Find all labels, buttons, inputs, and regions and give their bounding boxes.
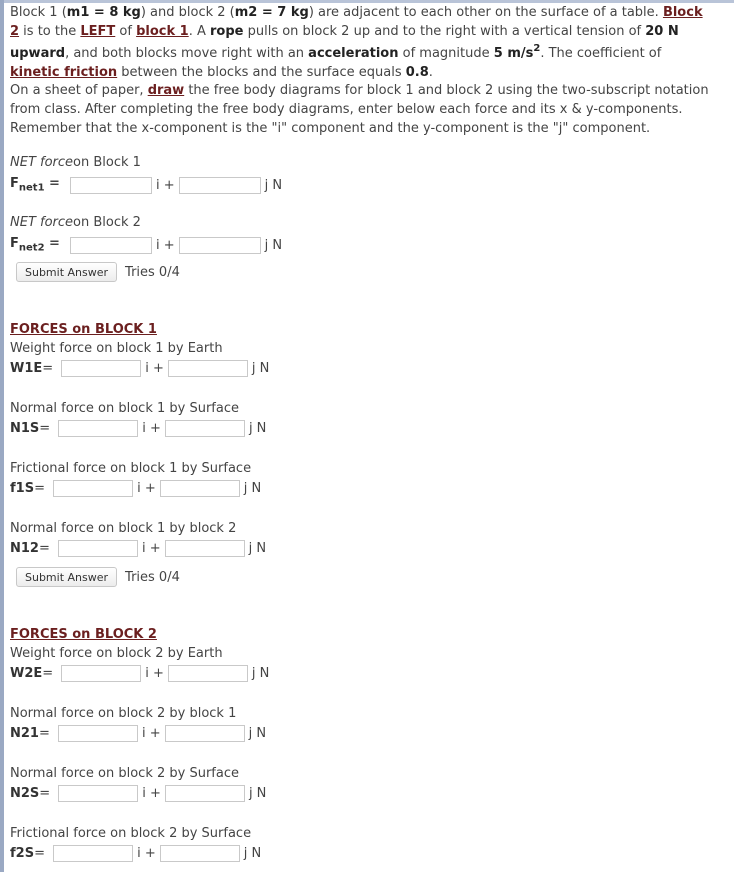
w2e-group: [10, 643, 269, 683]
w1e-group: [10, 338, 269, 378]
problem-line: 2 is to the LEFT of block 1. A rope pulls on block 2 up and to the right with a vertical tension of 20 N: [10, 23, 679, 39]
f1s-x-input[interactable]: [53, 480, 133, 497]
block2-forces-section: [10, 625, 157, 643]
net-force-block1-label: NET force on Block 1: [10, 154, 141, 170]
block1-forces-section: [10, 320, 157, 338]
w2e-description: Weight force on block 2 by Earth: [10, 645, 223, 661]
n21-y-input[interactable]: [165, 725, 245, 742]
j-unit-label: j N: [248, 725, 267, 741]
n1s-label: N1S: [10, 420, 40, 436]
j-unit-label: j N: [243, 480, 262, 496]
f2s-group: [10, 823, 261, 863]
n12-row: N12 = i + j N: [10, 540, 267, 556]
w1e-row: W1E = i + j N: [10, 360, 270, 376]
n1s-description: Normal force on block 1 by Surface: [10, 400, 239, 416]
net-force-block1-group: [10, 152, 282, 195]
i-plus-label: i +: [141, 725, 161, 741]
problem-line: On a sheet of paper, draw the free body diagrams for block 1 and block 2 using the two-subscript notation: [10, 83, 709, 99]
w1e-y-input[interactable]: [168, 360, 248, 377]
fnet2-x-input[interactable]: [70, 237, 152, 254]
block2-forces-heading: FORCES on BLOCK 2: [10, 626, 157, 642]
n21-row: N21 = i + j N: [10, 725, 267, 741]
n2s-group: [10, 763, 266, 803]
i-plus-label: i +: [137, 845, 156, 861]
i-plus-label: i +: [156, 177, 175, 193]
w2e-label: W2E: [10, 665, 43, 681]
w1e-description: Weight force on block 1 by Earth: [10, 340, 223, 356]
n1s-group: [10, 398, 266, 438]
tries-counter: Tries 0/4: [125, 569, 180, 585]
fnet2-label: $F_{net2}$ =: [10, 236, 60, 254]
n2s-y-input[interactable]: [165, 785, 245, 802]
i-plus-label: i +: [141, 540, 161, 556]
i-plus-label: i +: [142, 785, 161, 801]
f1s-description: Frictional force on block 1 by Surface: [10, 460, 252, 476]
w1e-x-input[interactable]: [61, 360, 141, 377]
j-unit-label: j N: [243, 845, 262, 861]
n12-label: N12: [10, 540, 39, 556]
n12-description: Normal force on block 1 by block 2: [10, 520, 237, 536]
n2s-x-input[interactable]: [58, 785, 138, 802]
n21-label: N21: [10, 725, 39, 741]
f2s-x-input[interactable]: [53, 845, 133, 862]
n1s-row: N1S = i + j N: [10, 420, 267, 436]
j-unit-label: j N: [248, 420, 267, 436]
j-unit-label: j N: [251, 665, 270, 681]
n21-group: [10, 703, 266, 743]
f1s-group: [10, 458, 261, 498]
n2s-row: N2S = i + j N: [10, 785, 267, 801]
j-unit-label: j N: [248, 785, 267, 801]
fnet1-x-input[interactable]: [70, 177, 152, 194]
fnet1-y-input[interactable]: [179, 177, 261, 194]
problem-statement: [10, 4, 734, 138]
j-unit-label: j N: [248, 540, 267, 556]
f2s-description: Frictional force on block 2 by Surface: [10, 825, 252, 841]
n2s-description: Normal force on block 2 by Surface: [10, 765, 239, 781]
block1-forces-heading: FORCES on BLOCK 1: [10, 321, 157, 337]
net-force-block1-row: [10, 175, 282, 195]
net-force-block2-label: NET force on Block 2: [10, 214, 141, 230]
i-plus-label: i +: [142, 420, 161, 436]
j-unit-label: j N: [251, 360, 270, 376]
j-unit-label: j N: [264, 237, 283, 253]
n1s-x-input[interactable]: [58, 420, 138, 437]
problem-line: upward, and both blocks move right with an acceleration of magnitude 5 $m/s^2$. The coefficient of: [10, 43, 662, 62]
n1s-y-input[interactable]: [165, 420, 245, 437]
f2s-row: f2S = i + j N: [10, 845, 262, 861]
problem-line: Remember that the x-component is the "i" component and the y-component is the "j" component.: [10, 120, 651, 136]
w1e-label: W1E: [10, 360, 43, 376]
i-plus-label: i +: [145, 665, 164, 681]
w2e-x-input[interactable]: [61, 665, 141, 682]
f2s-label: f2S: [10, 845, 35, 861]
f1s-row: f1S = i + j N: [10, 480, 262, 496]
problem-line: Block 1 (m1 = 8 kg) and block 2 (m2 = 7 kg) are adjacent to each other on the surface of a table. Block: [10, 5, 703, 20]
tries-counter: Tries 0/4: [125, 264, 180, 280]
w2e-y-input[interactable]: [168, 665, 248, 682]
f1s-y-input[interactable]: [160, 480, 240, 497]
top-frame-border: [0, 0, 734, 3]
fnet1-label: $F_{net1}$ =: [10, 176, 60, 194]
submit-answer-button[interactable]: Submit Answer: [16, 567, 117, 587]
n21-description: Normal force on block 2 by block 1: [10, 705, 237, 721]
j-unit-label: j N: [264, 177, 283, 193]
i-plus-label: i +: [156, 237, 175, 253]
left-frame-border: [0, 0, 4, 872]
block1-submit-row: [10, 567, 180, 587]
net-submit-row: [10, 262, 180, 282]
f2s-y-input[interactable]: [160, 845, 240, 862]
i-plus-label: i +: [137, 480, 156, 496]
n2s-label: N2S: [10, 785, 40, 801]
net-force-block2-group: [10, 212, 282, 255]
problem-line: from class. After completing the free body diagrams, enter below each force and its x & y-components.: [10, 101, 683, 117]
net-force-block2-row: [10, 235, 282, 255]
i-plus-label: i +: [145, 360, 164, 376]
submit-answer-button[interactable]: Submit Answer: [16, 262, 117, 282]
problem-line: kinetic friction between the blocks and the surface equals 0.8.: [10, 64, 433, 80]
f1s-label: f1S: [10, 480, 35, 496]
w2e-row: W2E = i + j N: [10, 665, 270, 681]
fnet2-y-input[interactable]: [179, 237, 261, 254]
n21-x-input[interactable]: [58, 725, 138, 742]
n12-y-input[interactable]: [165, 540, 245, 557]
n12-group: [10, 518, 266, 558]
n12-x-input[interactable]: [58, 540, 138, 557]
